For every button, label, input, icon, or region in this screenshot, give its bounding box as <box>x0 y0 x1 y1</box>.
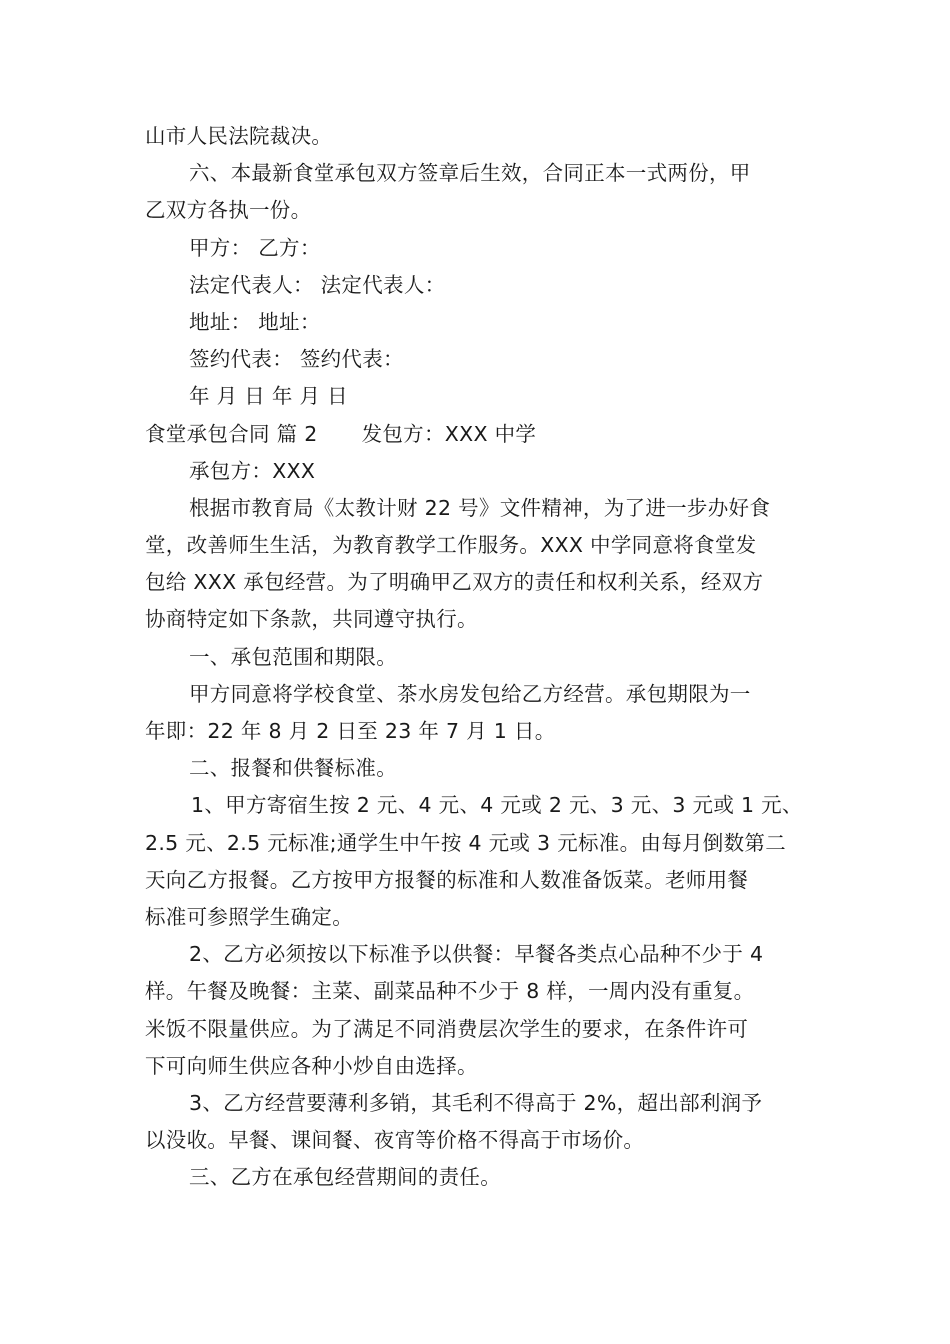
signature-line-signer: 签约代表： 签约代表： <box>189 347 404 372</box>
paragraph-line: 2、乙方必须按以下标准予以供餐：早餐各类点心品种不少于 4 <box>189 942 764 967</box>
paragraph-line: 协商特定如下条款，共同遵守执行。 <box>145 607 478 632</box>
paragraph-line: 3、乙方经营要薄利多销，其毛利不得高于 2%，超出部利润予 <box>189 1090 763 1115</box>
paragraph-line: 样。午餐及晚餐：主菜、副菜品种不少于 8 样，一周内没有重复。 <box>145 979 755 1004</box>
signature-line-representative: 法定代表人： 法定代表人： <box>189 272 446 297</box>
paragraph-line: 年即：22 年 8 月 2 日至 23 年 7 月 1 日。 <box>145 719 556 743</box>
paragraph-line: 米饭不限量供应。为了满足不同消费层次学生的要求，在条件许可 <box>145 1016 749 1041</box>
paragraph-line: 1、甲方寄宿生按 2 元、4 元、4 元或 2 元、3 元、3 元或 1 元、 <box>191 793 803 818</box>
signature-line-date: 年 月 日 年 月 日 <box>189 384 348 409</box>
section-heading: 二、报餐和供餐标准。 <box>189 756 397 781</box>
paragraph-line: 六、本最新食堂承包双方签章后生效，合同正本一式两份，甲 <box>189 161 751 186</box>
contract-contractor: 承包方：XXX <box>189 458 316 483</box>
paragraph-line: 甲方同意将学校食堂、茶水房发包给乙方经营。承包期限为一 <box>189 681 751 706</box>
paragraph-line: 天向乙方报餐。乙方按甲方报餐的标准和人数准备饭菜。老师用餐 <box>145 867 749 892</box>
paragraph-line: 下可向师生供应各种小炒自由选择。 <box>145 1053 478 1078</box>
section-heading: 一、承包范围和期限。 <box>189 644 397 669</box>
paragraph-line: 以没收。早餐、课间餐、夜宵等价格不得高于市场价。 <box>145 1128 645 1153</box>
contract-title: 食堂承包合同 篇 2 <box>145 421 318 446</box>
contract-heading-line <box>145 416 810 453</box>
document-body <box>145 118 810 1196</box>
paragraph-line: 根据市教育局《太教计财 22 号》文件精神，为了进一步办好食 <box>189 495 771 520</box>
signature-line-address: 地址： 地址： <box>189 309 321 334</box>
paragraph-line: 包给 XXX 承包经营。为了明确甲乙双方的责任和权利关系，经双方 <box>145 570 764 595</box>
paragraph-line: 山市人民法院裁决。 <box>145 124 333 148</box>
signature-line-party: 甲方： 乙方： <box>189 235 321 260</box>
contract-issuer: 发包方：XXX 中学 <box>361 421 537 446</box>
paragraph-line: 2.5 元、2.5 元标准;通学生中午按 4 元或 3 元标准。由每月倒数第二 <box>145 830 786 855</box>
section-heading: 三、乙方在承包经营期间的责任。 <box>189 1165 501 1190</box>
paragraph-line: 堂，改善师生生活，为教育教学工作服务。XXX 中学同意将食堂发 <box>145 533 757 558</box>
paragraph-line: 标准可参照学生确定。 <box>145 904 353 929</box>
paragraph-line: 乙双方各执一份。 <box>145 198 312 223</box>
